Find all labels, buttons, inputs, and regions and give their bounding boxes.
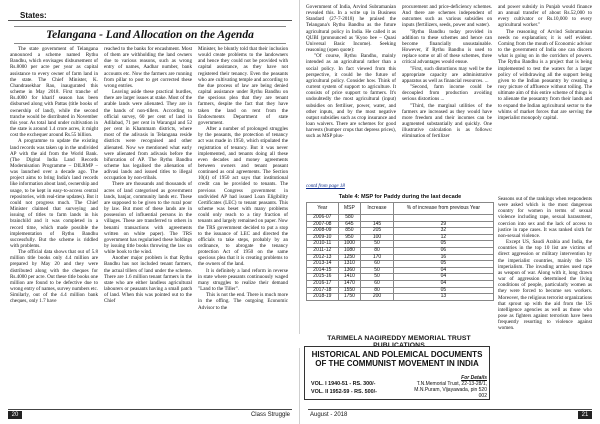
table-cell: 950 [338, 234, 361, 241]
paragraph: After a number of prolonged struggles by the peasants, the protection of tenancy act was made in 1950, which stipulated the registration of tenancy. But it was never implemented, and tenants doing all these even decades and money agreements between owners and tenant peasant continued as oral agreements. The Section 10(4) of 1950 act says that institutional credit can be provided to tenants. The previous Congress government in undivided AP had issued Loan Eligibility Certificates (LEC) to tenant peasants. This scheme was beset with many problems could only reach to a tiny fraction of tenants and largely remained on paper. Now the TRS government decided to put a stop to the issuance of LEC and directed the officials to take steps, probably by an ordinance, to abrogate the tenancy protection Act of 1950 on the same specious plea that it is creating problems to the owners of the land. [198, 126, 288, 268]
table-cell: 50 [361, 267, 394, 274]
ad-box [304, 346, 490, 400]
table-cell: 2008-09 [307, 228, 339, 235]
table-cell: 145 [361, 221, 394, 228]
table-cell: 2013-14 [307, 261, 339, 268]
article-column-6 [498, 4, 592, 192]
continued-link[interactable]: contd from page 18 [306, 184, 345, 189]
table-cell: 80 [361, 247, 394, 254]
table-cell: 1080 [338, 247, 361, 254]
table-cell: 2010-11 [307, 241, 339, 248]
ad-banner: TARIMELA NAGIREDDY MEMORIAL TRUST PUBLICATIONS [327, 335, 471, 349]
ad-band [2, 334, 598, 348]
table-cell: 60 [361, 261, 394, 268]
table-cell: 05 [393, 261, 493, 268]
table-row [307, 274, 494, 281]
paragraph: The reasoning of Arvind Subramanian needs no explanation; it is self evident. Coming from the mouth of Economic advisor to the government of India one can discern what is going on in the corridors of powers. The Rythu Bandhu is a project that is being implemented to test the waters for a larger policy of withdrawing all the support being given to the Indian peasantry by creating a rosy picture of affluence without toiling. The ultimate aim of this entire scheme of things is to alienate the peasantry from their lands and to expand the Indian agricultural sector to the whims of market forces that are serving the imperialist monopoly capital. [498, 28, 592, 121]
table-row [307, 241, 494, 248]
table-cell: 13 [393, 294, 493, 301]
table-cell: 1470 [338, 280, 361, 287]
ad-details-label: For Details [461, 375, 487, 381]
paragraph: Leaving aside these practical hurdles, there are larger issues at stake. Most of the arable lands were alienated. They are in the hands of non-tillers. According to official survey, 60 per cent of land in Adilabad, 71 per cent in Warangal and 52 per cent in Khammam districts, where most of the adivasis in Telangana reside districts were recognised and other alienated. Now we mentioned what early were alienated from adivasis before the bifurcation of AP. The Rythu Bandhu scheme has legalised the alienation of adivasi lands and issued titles to illegal occupation by non-tribals. [104, 89, 192, 182]
table-cell: 29 [393, 221, 493, 228]
paragraph: "Rythu Bandhu today provided in addition to these schemes and hence can become financially unsustainable. However, if Rythu Bandhu is used to replace some or all of these schemes, three critical advantages would ensue. [402, 28, 492, 66]
table-cell: 04 [393, 274, 493, 281]
table-row [307, 234, 494, 241]
paragraph: "Of course, Rythu Bandhu, mainly intended as an agricultural rather than a social policy. In fact viewed from this perspective, it could be the future of agricultural policy. Consider how. Think of current system of support to agriculture. It consists of price support to farmers. It's undoubtedly the most agricultural (input) subsidies on fertiliser, power, water, and other inputs, and by the most negative output subsidies such as crop insurance and loan waivers. There are schemes for good harvests (bumper crops that depress prices), such as MSP plus- [306, 53, 396, 140]
article-headline: Telangana - Land Allocation on the Agenda [14, 26, 286, 44]
paragraph: The official data shows that out of 5.8 million title books only 4.4 million are prepared by May 20 and they were distributed along with the cheques for Rs.4000 per acre. Out these title books one million are found to be defective due to wrong entry of names, survey numbers etc. Similarly, out of the 4.4 million bank cheques, only 1.7 have [10, 249, 98, 305]
table-cell: 80 [361, 287, 394, 294]
article-column-2 [104, 46, 192, 402]
table-cell: 2012-13 [307, 254, 339, 261]
table-row [307, 228, 494, 235]
table-cell: 2014-15 [307, 267, 339, 274]
article-column-3 [198, 46, 288, 402]
table-row [307, 247, 494, 254]
ad-volume-2: VOL. II 1952-59 - RS. 500/- [311, 389, 377, 395]
table-cell: 2016-17 [307, 280, 339, 287]
table-cell: 645 [338, 221, 361, 228]
table-cell: 50 [361, 274, 394, 281]
paragraph: Another major problem is that Rythu Bandhu has not included tenant farmers, the actual tillers of land under the scheme. There are 1.6 million tenant farmers in the state who are either landless agricultural labourers or peasants having a small patch of land. When this was pointed out to the Chief [104, 255, 192, 305]
table-row [307, 261, 494, 268]
table-cell: 2015-16 [307, 274, 339, 281]
section-label: States: [20, 11, 47, 20]
article-column-4 [306, 4, 396, 182]
col-header-year: Year [307, 203, 339, 215]
col-header-increase: Increase [361, 203, 394, 215]
table-cell: 1310 [338, 261, 361, 268]
article-column-5 [402, 4, 492, 194]
paragraph: There are thousands and thousands of acres of land categorised as government lands, banjar, community lands etc. These are supposed to be given to the rural poor by law. But most of these lands are in possession of influential persons in the villages. These are transferred to others in benami transactions with agreements written on white paper). The TRS government has regularised these holdings by issuing title books throwing the law on white book to the wind. [104, 181, 192, 256]
table-cell: 1360 [338, 267, 361, 274]
table-cell: 1250 [338, 254, 361, 261]
table-cell: 1550 [338, 287, 361, 294]
table-cell: 850 [338, 228, 361, 235]
ad-details [405, 375, 487, 399]
ad-address-1: T.N.Memorial Trust, 22-13-28/1, [416, 381, 487, 387]
table-row [307, 221, 494, 228]
footer-rule-right [308, 409, 592, 410]
paragraph: procurement and price-deficiency schemes. And there are schemes independent of outcomes such as various subsidies on inputs (fertilizers, seeds, power and water). [402, 4, 492, 29]
paragraph: Except US, Saudi Arabia and India, the countries in the top 10 list are victims of direct aggression or military intervention by the imperialist countries, mainly the US imperialism. The invading armies used rape as weapon of war. Along with it, long drawn war of aggression determined the living conditions of people, particularly women as they were forced to become sex workers. Moreover, the religious terrorist organizations that sprout up with the aid from the US intelligence agencies as well as those who pose as fighters against terrorism have been frequently resorting to violence against women. [498, 239, 592, 332]
table-cell: 04 [393, 267, 493, 274]
table-cell: 2018-19 [307, 294, 339, 301]
table-cell: 05 [393, 287, 493, 294]
paragraph: "Third, the marginal utilities of the farmers are increased as they would have more freedom and their incomes can be augmented substantially and quickly. One illustrative calculation is as follows: elimination of fertilizer [402, 102, 492, 140]
table-cell: 200 [361, 294, 394, 301]
table-cell: 1410 [338, 274, 361, 281]
table-cell: 1000 [338, 241, 361, 248]
paragraph: "First, such distortions may well be the appropriate capacity are administrative apparatus as well as financial resources. ... [402, 65, 492, 84]
table-cell: 100 [361, 234, 394, 241]
col-header-msp: MSP [338, 203, 361, 215]
footer-rule [8, 409, 292, 410]
table-cell: 2006-07 [307, 215, 339, 222]
paragraph: Seasons out of the rankings when respondents were asked which is the most dangerous country for women in terms of sexual violence including rape, sexual harassment, coercion into sex and the lack of access to justice in rape cases. It was ranked sixth for non-sexual violence. [498, 196, 592, 239]
paragraph: It is definitely a land reform in reverse in state where peasants continuously waged many struggles to realize their demand "Land to the Tiller". [198, 267, 288, 293]
paragraph: Minister, he bluntly told that their inclusion would create problems to the landowners and hence they could not be provided with capital assistance, as they have not registered their tenancy. Even the peasants who are cultivating temple and according to the due process of law are being denied capital assistance under Rythu Bandhu on the specious plea that they are tenant farmers, despite the fact that they have taken the land on rent from the Endowments Department of state government. [198, 46, 288, 126]
magazine-name: Class Struggle [250, 412, 290, 418]
ad-address-2: M.N.Puram, Vijayawada, pin 520 002 [414, 387, 487, 399]
article-column-7 [498, 196, 592, 404]
page-number-right: 21 [578, 411, 592, 419]
table-cell: 12 [393, 234, 493, 241]
table-cell: 170 [361, 254, 394, 261]
header-rule [8, 20, 292, 21]
table-row [307, 215, 494, 222]
table-cell: 2007-08 [307, 221, 339, 228]
article-column-1 [10, 46, 98, 402]
paragraph: "Second, farm income could be decoupled from production avoiding serious distortions ... [402, 84, 492, 103]
table-cell: 05 [393, 241, 493, 248]
table-cell: 1750 [338, 294, 361, 301]
table-cell: 16 [393, 254, 493, 261]
ad-volume-1: VOL. I 1940-51 - RS. 300/- [311, 381, 376, 387]
paragraph: reached to the banks for encashment. Most of them are withholding the land owners due to various reasons, such as wrong entry of names, Aadhar number, bank accounts etc. Now the farmers are running from pillar to post to get corrected these wrong entries. [104, 46, 192, 89]
magazine-month: August - 2018 [310, 412, 348, 418]
table-cell: 2011-12 [307, 247, 339, 254]
table-row [307, 254, 494, 261]
ad-title: HISTORICAL AND POLEMICAL DOCUMENTS OF THE COMMUNIST MOVEMENT IN INDIA [311, 350, 483, 368]
table-row [307, 287, 494, 294]
paragraph: Government of India, Arvind Subramanian revealed this. In a write up in Business Standard (27-7-2018) he praised the Telangana's Rythu Bandhu as the future agricultural policy in India. He called it as QUBI (pronounced as 'Kyoo bee – Quasi Universal Basic Income). Seeking reasoning (open quote): [306, 4, 396, 54]
page-number: 20 [8, 411, 22, 419]
table-cell: 50 [361, 241, 394, 248]
msp-table [306, 202, 494, 301]
table-header-row [307, 203, 494, 215]
table-cell: 60 [361, 280, 394, 287]
col-header-percent: % of increase from previous Year [393, 203, 493, 215]
table-title: Table 4: MSP for Paddy during the last decade [338, 194, 462, 200]
table-cell: 32 [393, 228, 493, 235]
table-row [307, 294, 494, 301]
table-cell: 580 [338, 215, 361, 222]
table-cell: 06 [393, 247, 493, 254]
table-cell: 2009-10 [307, 234, 339, 241]
paragraph: A programme to update the existing land records was taken up in the undivided AP with the aid from the World Bank. (The Digital India Land Records Modernisation Programme – DILRMP – was launched over a decade ago. The project aims to bring India's land records like information about land, ownership and usage, to be kept in easy-to-access central repositories, with real-time updates). But it could not progress much. The Chief Minister claimed that surveying and issuing of titles to farm lands in his brainchild and it was completed in a record time, which made possible the implementation of Rythu Bandhu successfully. But the scheme is riddled with problems. [10, 138, 98, 249]
table-cell: 04 [393, 280, 493, 287]
table-cell: 205 [361, 228, 394, 235]
table-row [307, 280, 494, 287]
table-cell: 2017-18 [307, 287, 339, 294]
paragraph: The state government of Telangana announced a scheme named Rythu Bandhu, which envisages disbursement of Rs.8000 per acre per year as capital assistance to every owner of farm land in the state. The Chief Minister, K. Chandrasekhar Rao, inaugurated this scheme in May 2018. First tranche of Rs.4000 for kharif season has been disbursed along with Pattas (title books of ownership of land), while the second tranche would be distributed in November this year. As total land under cultivation in the state is around 1.4 crore acres, it might cost the exchequer around Rs.55 billion. [10, 46, 98, 139]
paragraph: and power subsidy in Punjab would finance an annual transfer of about Rs.52,000 to every cultivator or Rs.10,000 to every agricultural worker." [498, 4, 592, 29]
table-row [307, 267, 494, 274]
paragraph: This is not the end. There is much more in the offing. The outgoing Economic Advisor to the [198, 292, 288, 311]
